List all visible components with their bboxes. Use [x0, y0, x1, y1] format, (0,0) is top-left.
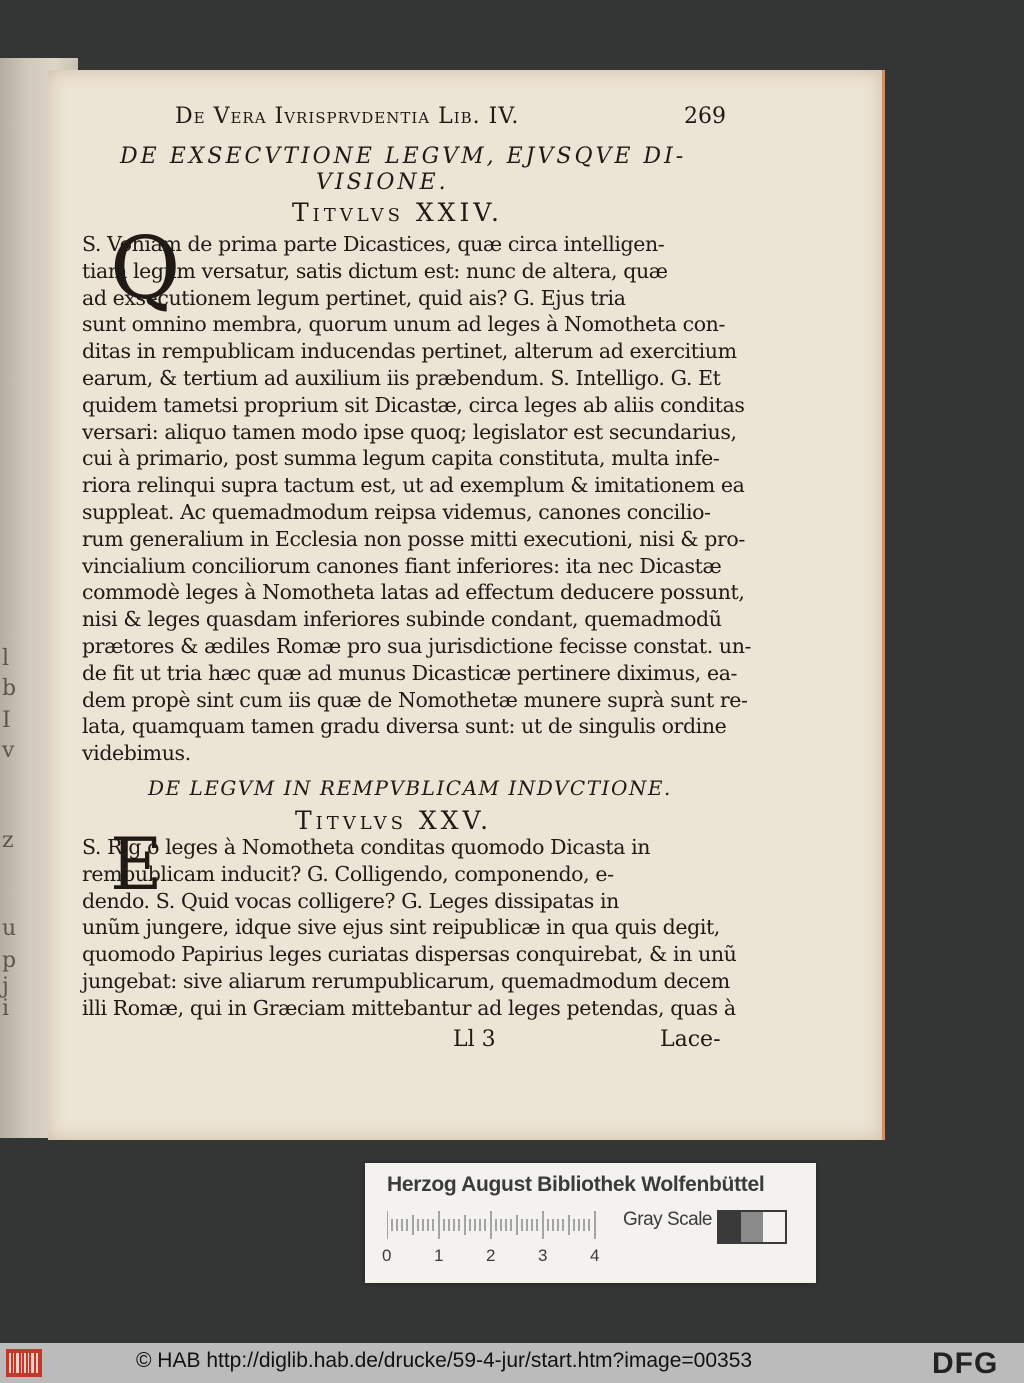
edge-glyph: z: [2, 828, 14, 853]
gray-swatch-mid: [741, 1212, 763, 1242]
text-line: riora relinqui supra tactum est, ut ad exemplum & imitationem ea: [82, 473, 745, 498]
catchword: Lace-: [660, 1027, 721, 1052]
text-line: illi Romæ, qui in Græciam mittebantur ad leges petendas, quas à: [82, 995, 736, 1020]
gray-scale-label: Gray Scale: [623, 1209, 712, 1230]
gray-swatch-light: [763, 1212, 785, 1242]
edge-glyph: i: [2, 996, 10, 1021]
color-calibration-strip: [365, 1163, 816, 1283]
text-line: S. Voniam de prima parte Dicastices, quæ circa intelligen-: [82, 232, 665, 256]
gray-swatch-dark: [719, 1212, 741, 1242]
ruler-scale: [387, 1211, 607, 1239]
text-line: dem propè sint cum iis quæ de Nomothetæ munere suprà sunt re-: [82, 687, 748, 712]
ruler-number: 1: [434, 1246, 444, 1265]
edge-glyph: v: [2, 738, 15, 763]
section-heading-continued: VISIONE.: [316, 170, 449, 195]
text-line: videbimus.: [82, 741, 191, 766]
ruler-number: 4: [590, 1246, 600, 1265]
dfg-logo: DFG: [932, 1347, 999, 1380]
titulus-heading: Titvlvs XXIV.: [292, 198, 503, 227]
section-heading: DE LEGVM IN REMPVBLICAM INDVCTIONE.: [148, 776, 672, 800]
text-line: versari: aliquo tamen modo ipse quoq; legislator est secundarius,: [82, 419, 737, 444]
text-line: prætores & ædiles Romæ pro sua jurisdictione fecisse constat. un-: [82, 634, 752, 658]
edge-glyph: u: [2, 916, 17, 941]
ruler-number: 3: [538, 1246, 548, 1265]
edge-glyph: j: [2, 974, 9, 999]
drop-cap: Q: [110, 219, 181, 319]
text-line: ditas in rempublicam inducendas pertinet, alterum ad exercitium: [82, 339, 737, 364]
edge-glyph: p: [2, 948, 17, 973]
text-line: rempublicam inducit? G. Colligendo, componendo, e-: [82, 861, 614, 886]
text-line: rum generalium in Ecclesia non posse mitti executioni, nisi & pro-: [82, 526, 745, 551]
titulus-heading: Titvlvs XXV.: [295, 806, 493, 835]
section-heading: DE EXSECVTIONE LEGVM, EJVSQVE DI-: [120, 144, 687, 169]
text-line: S. R g o leges à Nomotheta conditas quomodo Dicasta in: [82, 835, 651, 859]
edge-glyph: I: [2, 708, 11, 733]
text-line: jungebat: sive aliarum rerumpublicarum, quemadmodum decem: [82, 969, 730, 993]
viewer-footer-bar: [0, 1343, 1024, 1383]
text-line: sunt omnino membra, quorum unum ad leges à Nomotheta con-: [82, 312, 725, 337]
text-line: quidem tametsi proprium sit Dicastæ, circa leges ab aliis conditas: [82, 392, 745, 417]
text-line: unũm jungere, idque sive ejus sint reipublicæ in qua quis degit,: [82, 915, 720, 940]
barcode-icon: [6, 1349, 42, 1377]
text-line: de fit ut tria hæc quæ ad munus Dicasticæ pertinere diximus, ea-: [82, 660, 738, 685]
text-line: cui à primario, post summa legum capita constituta, multa infe-: [82, 446, 720, 471]
signature-mark: Ll 3: [453, 1027, 496, 1052]
text-line: vincialium conciliorum canones fiant inferiores: ita nec Dicastæ: [82, 553, 722, 578]
text-line: suppleat. Ac quemadmodum reipsa videmus, canones concilio-: [82, 500, 711, 524]
text-line: nisi & leges quasdam inferiores subinde condant, quemadmodũ: [82, 607, 722, 632]
running-head: De Vera Ivrisprvdentia Lib. IV.: [175, 104, 520, 129]
text-line: ad exsecutionem legum pertinet, quid ais? G. Ejus tria: [82, 285, 626, 310]
ruler-number: 2: [486, 1246, 496, 1265]
page-number: 269: [684, 104, 726, 129]
text-line: lata, quamquam tamen gradu diversa sunt: ut de singulis ordine: [82, 714, 727, 739]
gray-scale-swatches: [717, 1210, 787, 1244]
ruler-numbers: [382, 1246, 622, 1268]
edge-glyph: l: [2, 646, 10, 671]
text-line: quomodo Papirius leges curiatas dispersas conquirebat, & in unũ: [82, 942, 737, 967]
text-line: earum, & tertium ad auxilium iis præbendum. S. Intelligo. G. Et: [82, 366, 721, 390]
text-line: dendo. S. Quid vocas colligere? G. Leges dissipatas in: [82, 888, 619, 913]
institution-name: Herzog August Bibliothek Wolfenbüttel: [387, 1173, 765, 1196]
text-line: commodè leges à Nomotheta latas ad effectum deducere possunt,: [82, 580, 745, 605]
drop-cap: E: [110, 822, 163, 906]
edge-glyph: b: [2, 676, 17, 701]
copyright-url-link[interactable]: © HAB http://diglib.hab.de/drucke/59-4-jur/start.htm?image=00353: [136, 1349, 753, 1372]
text-line: tiam legum versatur, satis dictum est: nunc de altera, quæ: [82, 258, 668, 283]
ruler-number: 0: [382, 1246, 392, 1265]
